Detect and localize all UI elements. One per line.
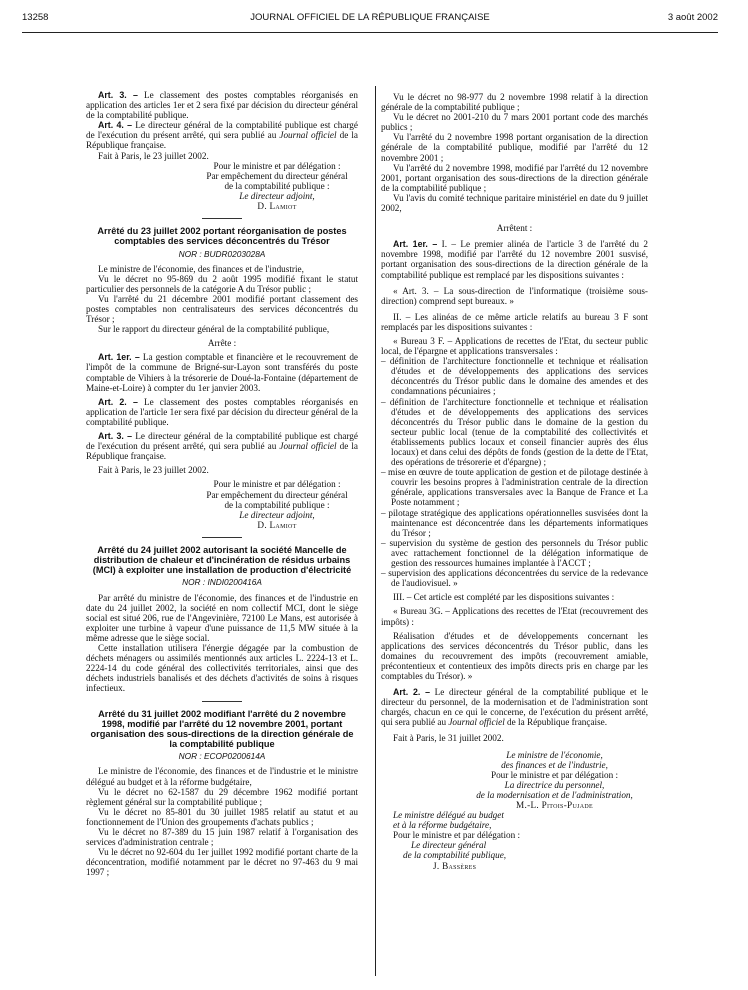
paragraph: Vu l'arrêté du 2 novembre 1998, modifié par l'arrêté du 12 novembre 2001, portant organisation des sous-directions de la direction générale de la comptabilité publique ; (381, 162, 648, 193)
paragraph: Art. 2. – Le directeur général de la comptabilité publique et le directeur du personnel, de la modernisation et de l'administration sont chargés, chacun en ce qui le concerne, de l'exécution du présent arrêté, qui sera publié au Journal officiel de la République française. (381, 687, 648, 728)
list-item: – pilotage stratégique des applications opérationnelles susvisées dont la maintenance est déconcentrée dans les départements informatiques du Trésor ; (381, 507, 648, 538)
page-header (22, 13, 718, 27)
journal-title: JOURNAL OFFICIEL DE LA RÉPUBLIQUE FRANÇAISE (250, 12, 490, 23)
paragraph: Vu le décret no 95-869 du 2 août 1995 modifié fixant le statut particulier des personnels de la catégorie A du Trésor public ; (86, 273, 358, 294)
decree-title: Arrêté du 31 juillet 2002 modifiant l'arrêté du 2 novembre 1998, modifié par l'arrêté du 12 novembre 2001, portant organisation des sous-directions de la direction générale de la comptabilité publique (90, 708, 354, 750)
quote: « Art. 3. – La sous-direction de l'informatique (troisième sous-direction) comprend sept bureaux. » (381, 285, 648, 306)
signature-block: Pour le ministre et par délégation : Par empêchement du directeur général de la comptabilité publique : Le directeur adjoint, D. Lamiot (206, 479, 348, 530)
signature-block: Le ministre délégué au budget et à la réforme budgétaire, Pour le ministre et par délégation : Le directeur général de la comptabilité publique, J. Bassères (393, 810, 521, 871)
nor-reference: NOR : INDI0200416A (182, 577, 262, 588)
paragraph: Vu le décret no 2001-210 du 7 mars 2001 portant code des marchés publics ; (381, 112, 648, 133)
paragraph: Art. 1er. – La gestion comptable et financière et le recouvrement de l'impôt de la commune de Brigné-sur-Layon sont transférés du poste comptable de Vihiers à la trésorerie de Doué-la-Fontaine (département de Maine-et-Loire) à compter du 1er janvier 2003. (86, 352, 358, 393)
paragraph: Vu le décret no 98-977 du 2 novembre 1998 relatif à la direction générale de la comptabilité publique ; (381, 92, 648, 113)
paragraph: Art. 1er. – I. – Le premier alinéa de l'article 3 de l'arrêté du 2 novembre 1998, modifié par l'arrêté du 12 novembre 2001 susvisé, portant organisation des sous-directions de la direction générale de la comptabilité publique est remplacé par les dispositions suivantes : (381, 239, 648, 280)
column-divider (375, 86, 376, 976)
header-rule (22, 32, 718, 33)
separator (202, 537, 242, 538)
paragraph: Art. 4. – Le directeur général de la comptabilité publique est chargé de l'exécution du présent arrêté, qui sera publié au Journal officiel de la République française. (86, 120, 358, 151)
decree-title: Arrêté du 23 juillet 2002 portant réorganisation de postes comptables des services déconcentrés du Trésor (97, 226, 347, 247)
paragraph: III. – Cet article est complété par les dispositions suivantes : (393, 592, 615, 603)
list-item: – définition de l'architecture fonctionnelle et technique et réalisation d'études et de développements des applications des services déconcentrés du Trésor public dans le domaine de la gestion du secteur public local (tenue de la comptabilité des collectivités et établissements publics locaux et conseil financier auprès des élus locaux) et dans celui des dépôts de fonds (gestion de la dette de l'Etat, des opérations de trésorerie et d'épargne) ; (381, 396, 648, 468)
paragraph: II. – Les alinéas de ce même article relatifs au bureau 3 F sont remplacés par les dispositions suivantes : (381, 311, 648, 332)
paragraph: Art. 3. – Le classement des postes comptables réorganisés en application des articles 1er et 2 sera fixé par décision du directeur général de la comptabilité publique. (86, 90, 358, 121)
paragraph: Vu l'arrêté du 2 novembre 1998 portant organisation de la direction générale de la comptabilité publique, modifié par l'arrêté du 12 novembre 2001 ; (381, 132, 648, 163)
paragraph: Par arrêté du ministre de l'économie, des finances et de l'industrie en date du 24 juillet 2002, la société en nom collectif MCI, dont le siège social est situé 206, rue de l'Angevinière, 72100 Le Mans, est autorisée à exploiter une turbine à vapeur d'une puissance de 11,5 MW située à la même adresse que le siège social. (86, 592, 358, 643)
list-item: – supervision du système de gestion des personnels du Trésor public avec rattachement fonctionnel de la délégation informatique de gestion des ressources humaines implantée à l'ACCT ; (381, 537, 648, 569)
paragraph: Vu le décret no 87-389 du 15 juin 1987 relatif à l'organisation des services d'administration centrale ; (86, 826, 358, 848)
arretent-heading: Arrêtent : (496, 223, 533, 234)
paragraph: Sur le rapport du directeur général de la comptabilité publique, (98, 324, 330, 335)
signature-block: Le ministre de l'économie, des finances et de l'industrie, Pour le ministre et par délégation : La directrice du personnel, de la modernisation et de l'administration, M.-L. Pitois-Pujade (476, 749, 633, 810)
paragraph: Vu le décret no 62-1587 du 29 décembre 1962 modifié portant règlement général sur la comptabilité publique ; (86, 786, 358, 807)
signature-date: Fait à Paris, le 23 juillet 2002. (98, 465, 209, 476)
signature-block: Pour le ministre et par délégation : Par empêchement du directeur général de la comptabilité publique : Le directeur adjoint, D. Lamiot (206, 160, 348, 212)
left-column (86, 90, 358, 877)
separator (202, 218, 242, 219)
paragraph: Vu le décret no 85-801 du 30 juillet 1985 relatif au statut et au fonctionnement de l'Union des groupements d'achats publics ; (86, 806, 358, 827)
separator (202, 701, 242, 702)
paragraph: Art. 3. – Le directeur général de la comptabilité publique est chargé de l'exécution du présent arrêté, qui sera publié au Journal officiel de la République française. (86, 431, 358, 462)
paragraph: Le ministre de l'économie, des finances et de l'industrie et le ministre délégué au budget et à la réforme budgétaire, (86, 766, 358, 787)
paragraph: Le ministre de l'économie, des finances et de l'industrie, (98, 263, 304, 274)
paragraph: « Bureau 3 F. – Applications de recettes de l'Etat, du secteur public local, de l'épargne et applications transversales : (381, 335, 648, 357)
signature-date: Fait à Paris, le 31 juillet 2002. (393, 733, 504, 744)
decree-title: Arrêté du 24 juillet 2002 autorisant la société Mancelle de distribution de chaleur et d'incinération de résidus urbains (MCI) à exploiter une installation de production d'électricité (92, 544, 352, 576)
list-item: – mise en œuvre de toute application de gestion et de pilotage destinée à couvrir les besoins propres à l'administration centrale de la direction générale, applications transversales avec la Banque de France et La Poste notamment ; (381, 467, 648, 508)
paragraph: Vu l'avis du comité technique paritaire ministériel en date du 9 juillet 2002, (381, 192, 648, 214)
nor-reference: NOR : BUDR0203028A (178, 248, 266, 259)
page-number: 13258 (22, 12, 49, 23)
list-item: – supervision des applications déconcentrées du service de la redevance de l'audiovisuel. » (381, 568, 648, 589)
arrete-heading: Arrête : (207, 338, 237, 349)
paragraph: Réalisation d'études et de développements concernant les applications des services déconcentrés du Trésor public, dans les domaines du recouvrement des impôts (recouvrement amiable, précontentieux et contentieux des impôts directs pris en charge par les comptables du Trésor). » (381, 630, 648, 681)
issue-date: 3 août 2002 (667, 12, 718, 23)
paragraph: Vu l'arrêté du 21 décembre 2001 modifié portant classement des postes comptables non centralisateurs des services déconcentrés du Trésor ; (86, 293, 358, 325)
signature-date: Fait à Paris, le 23 juillet 2002. (98, 150, 209, 161)
list-item: – définition de l'architecture fonctionnelle et technique et réalisation d'études et de développements des applications des services déconcentrés du Trésor public dans le domaine des amendes et des condamnations pécuniaires ; (381, 356, 648, 397)
paragraph: Vu le décret no 92-604 du 1er juillet 1992 modifié portant charte de la déconcentration, modifié notamment par le décret no 97-463 du 9 mai 1997 ; (86, 847, 358, 878)
paragraph: Cette installation utilisera l'énergie dégagée par la combustion de déchets ménagers ou assimilés mentionnés aux articles L. 2224-13 et L. 2224-14 du code général des collectivités territoriales, ainsi que des déchets industriels banalisés et des déchets d'activités de soins à risques infectieux. (86, 643, 358, 694)
nor-reference: NOR : ECOP0200614A (178, 751, 266, 762)
right-column (381, 92, 648, 871)
paragraph: Art. 2. – Le classement des postes comptables réorganisés en application de l'article 1er sera fixé par décision du directeur général de la comptabilité publique. (86, 396, 358, 427)
paragraph: « Bureau 3G. – Applications des recettes de l'Etat (recouvrement des impôts) : (381, 606, 648, 627)
